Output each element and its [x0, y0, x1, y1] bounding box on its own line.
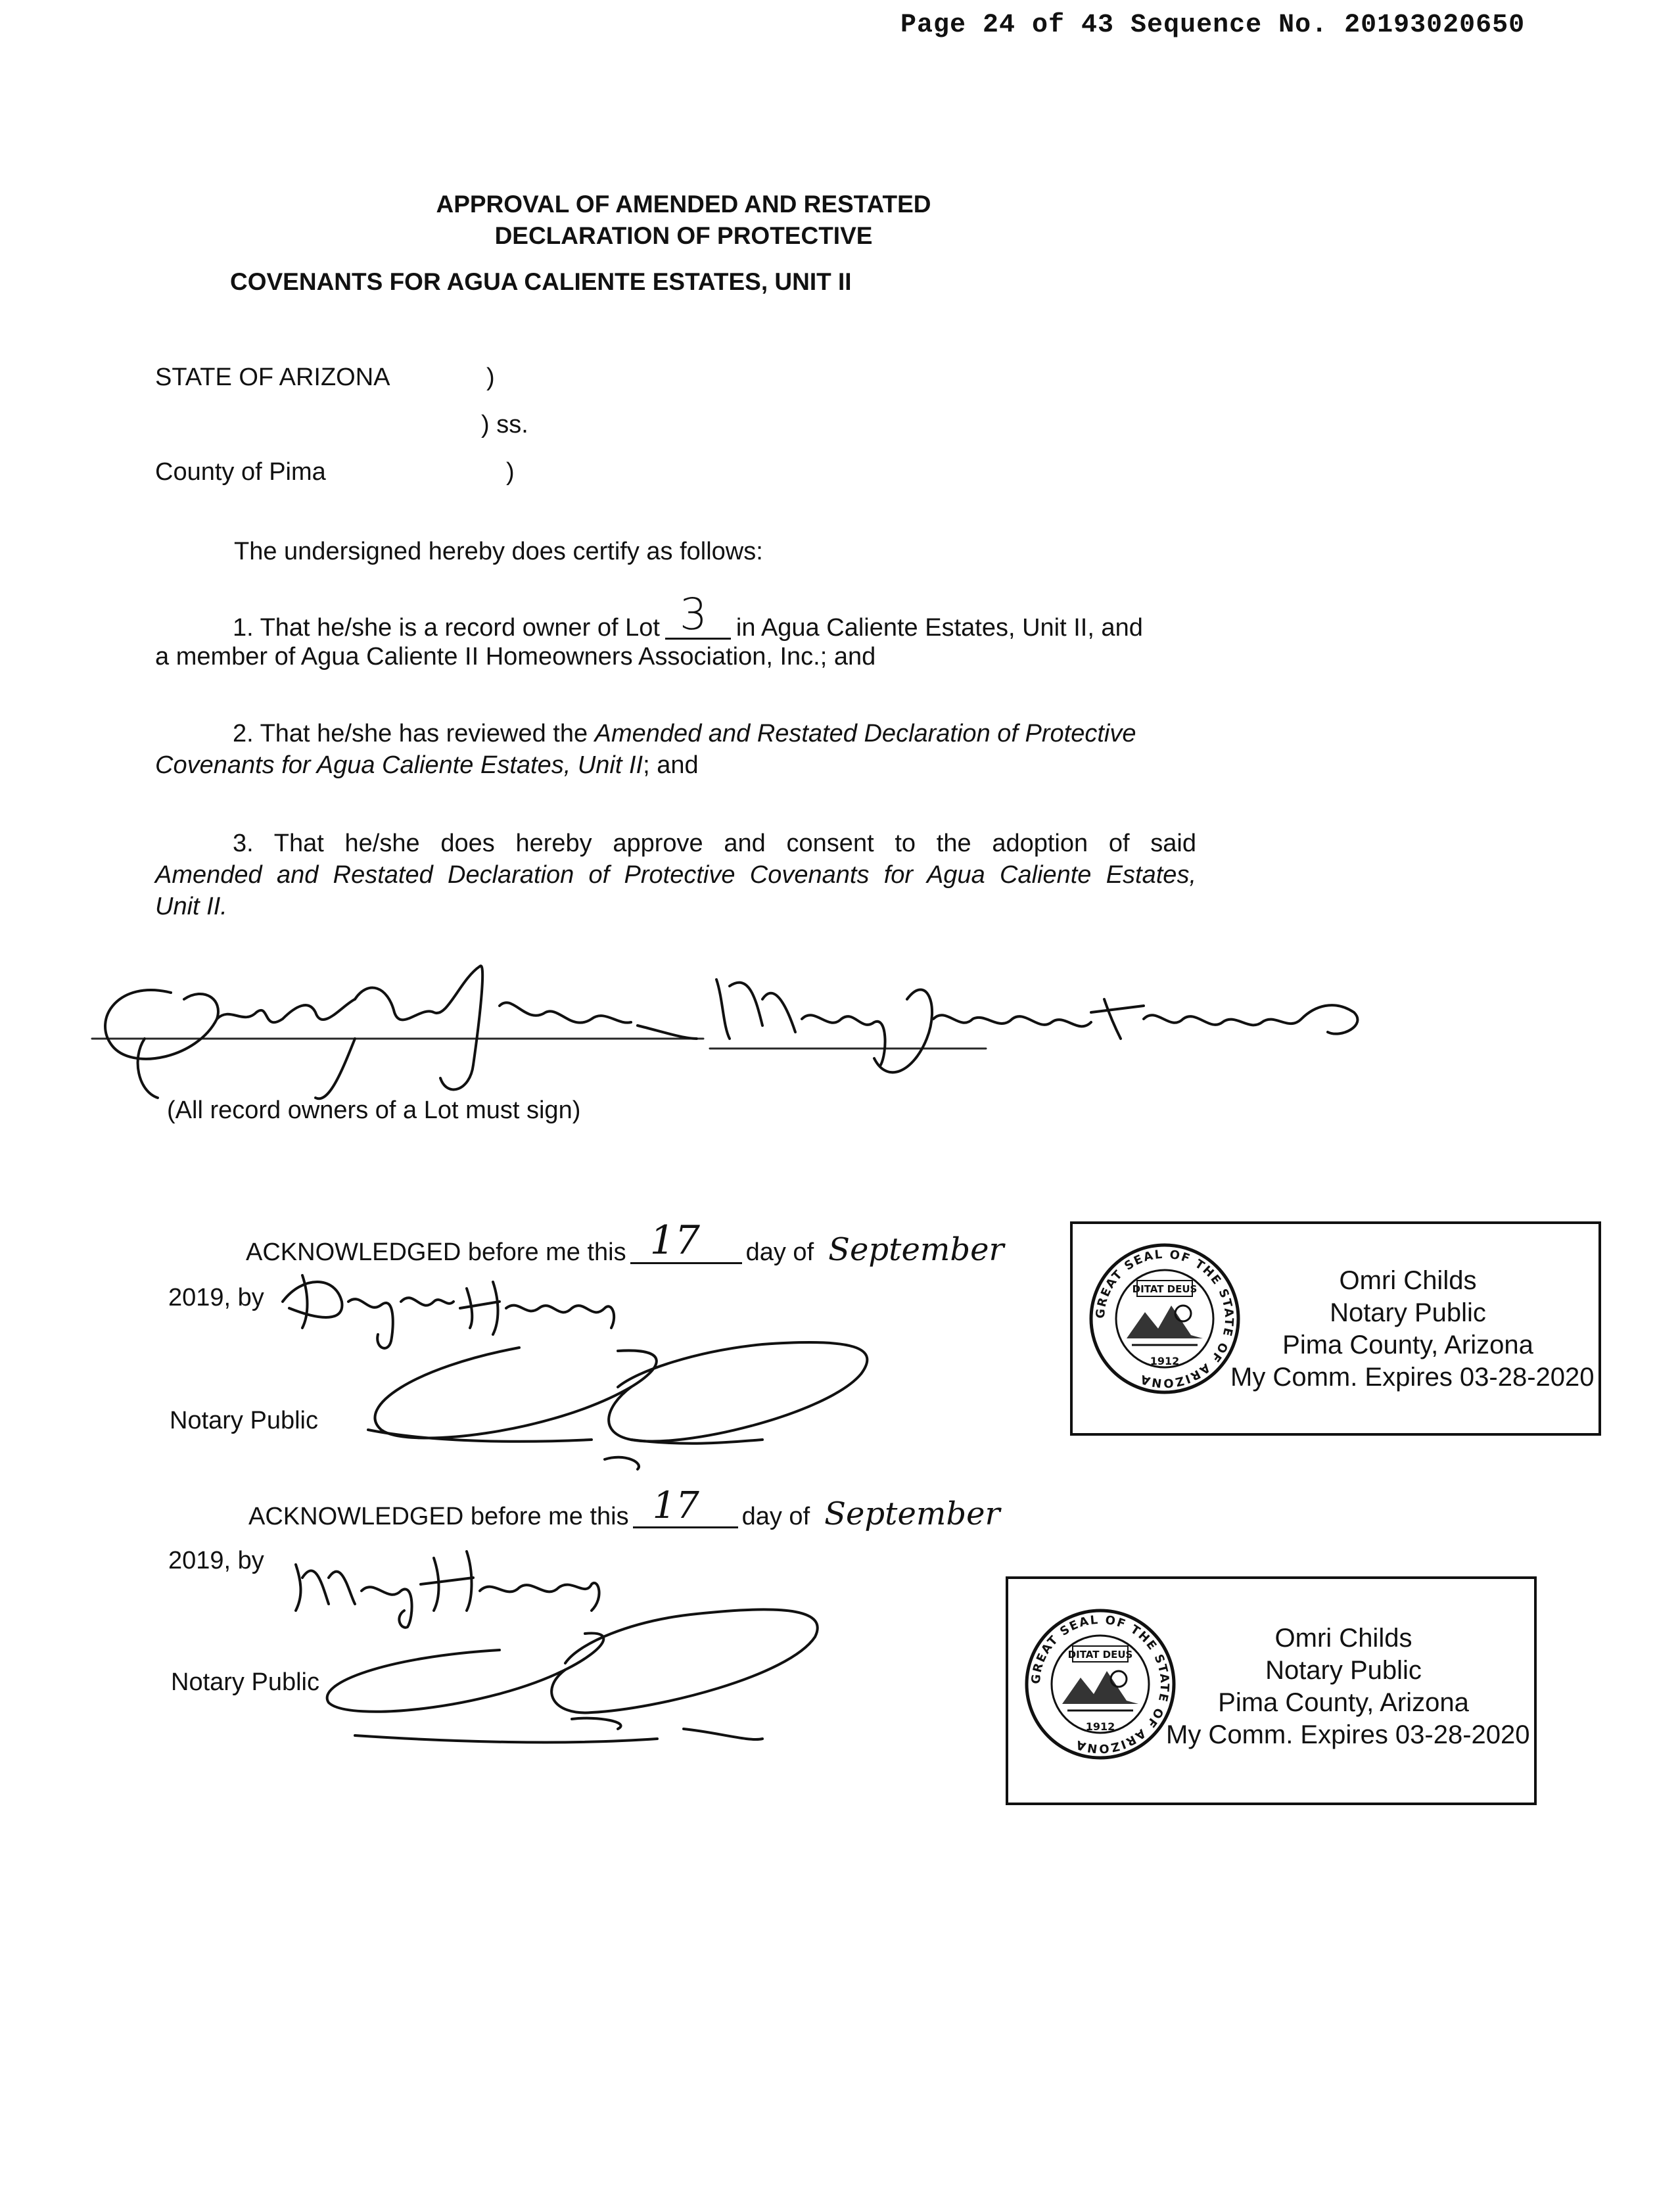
notary-stamp-2 [1006, 1576, 1537, 1805]
item-3-line-3: Unit II. [155, 893, 227, 920]
arizona-state-seal-icon [1021, 1605, 1179, 1763]
owner-signature-mary [710, 960, 1393, 1091]
ack-2-day-handwritten: 17 [652, 1484, 699, 1527]
seal-year: 1912 [1085, 1720, 1115, 1733]
stamp-2-county: Pima County, Arizona [1218, 1688, 1469, 1717]
ack-1-day-blank [630, 1217, 742, 1264]
stamp-2-text [1166, 1622, 1530, 1751]
venue-paren-close: ) [506, 458, 515, 486]
notary-stamp-1 [1070, 1221, 1601, 1436]
stamp-1-notary-title: Notary Public [1330, 1298, 1486, 1327]
page-sequence-header: Page 24 of 43 Sequence No. 20193020650 [900, 11, 1526, 40]
item-2-end: ; and [643, 751, 699, 779]
item-2-line-2 [155, 751, 699, 780]
seal-motto: DITAT DEUS [1067, 1649, 1133, 1661]
ack-1-lead: ACKNOWLEDGED before me this [246, 1238, 626, 1266]
certify-intro: The undersigned hereby does certify as follows: [234, 538, 763, 565]
lot-number-handwritten: 3 [679, 589, 707, 640]
item-1-line-2: a member of Agua Caliente II Homeowners Association, Inc.; and [155, 643, 876, 671]
stamp-1-text [1230, 1265, 1595, 1394]
ack-1-year-by: 2019, by [168, 1284, 264, 1311]
item-2-line-1 [233, 720, 1136, 748]
venue-ss: ) ss. [481, 411, 528, 438]
stamp-1-expires: My Comm. Expires 03-28-2020 [1230, 1363, 1595, 1392]
ack-2-day-blank [633, 1484, 738, 1528]
venue-state: STATE OF ARIZONA [155, 364, 390, 391]
stamp-2-notary-title: Notary Public [1265, 1656, 1422, 1685]
venue-county: County of Pima [155, 458, 326, 486]
stamp-1-notary-name: Omri Childs [1339, 1266, 1477, 1295]
owner-signature-douglas [92, 940, 697, 1111]
arizona-state-seal-icon [1086, 1240, 1244, 1398]
signatures-note: (All record owners of a Lot must sign) [167, 1096, 581, 1124]
seal-motto: DITAT DEUS [1132, 1283, 1198, 1295]
document-title-line-1: APPROVAL OF AMENDED AND RESTATED [436, 191, 931, 218]
stamp-2-expires: My Comm. Expires 03-28-2020 [1166, 1720, 1530, 1749]
document-title-line-2: DECLARATION OF PROTECTIVE [494, 222, 873, 249]
item-2-doc-title-part2: Covenants for Agua Caliente Estates, Unit II [155, 751, 643, 779]
ack-2-day-of: day of [741, 1503, 810, 1530]
item-1-line-1 [233, 589, 1143, 642]
ack-1-notary-label: Notary Public [170, 1407, 318, 1434]
ack-2-year-by: 2019, by [168, 1547, 264, 1574]
ack-1-notary-signature [355, 1315, 1052, 1473]
document-title-line-3: COVENANTS FOR AGUA CALIENTE ESTATES, UNIT II [230, 268, 852, 295]
ack-2-month-handwritten: September [824, 1496, 1000, 1532]
ack-1-day-of: day of [745, 1238, 814, 1266]
stamp-2-notary-name: Omri Childs [1274, 1624, 1412, 1653]
seal-ring-text: GREAT SEAL OF THE STATE OF ARIZONA [1029, 1613, 1172, 1756]
stamp-1-county: Pima County, Arizona [1282, 1331, 1533, 1359]
ack-2-lead: ACKNOWLEDGED before me this [248, 1503, 629, 1530]
lot-number-blank [665, 589, 731, 640]
item-3-line-1: 3. That he/she does hereby approve and consent to the adoption of said [233, 830, 1196, 857]
item-3-line-2: Amended and Restated Declaration of Protective Covenants for Agua Caliente Estates, [155, 861, 1196, 889]
item-1-before-lot: 1. That he/she is a record owner of Lot [233, 614, 660, 642]
item-1-after-lot: in Agua Caliente Estates, Unit II, and [735, 614, 1143, 642]
ack-2-notary-label: Notary Public [171, 1668, 319, 1696]
venue-paren-open: ) [486, 364, 495, 391]
seal-year: 1912 [1150, 1355, 1180, 1367]
ack-2-line-1 [248, 1484, 1000, 1532]
item-2-doc-title-part1: Amended and Restated Declaration of Protective [594, 720, 1136, 747]
ack-1-month-handwritten: September [828, 1231, 1004, 1268]
ack-2-notary-signature [289, 1578, 986, 1762]
item-2-number: 2. That he/she has reviewed the [233, 720, 595, 747]
seal-ring-text: GREAT SEAL OF THE STATE OF ARIZONA [1093, 1247, 1236, 1390]
ack-1-day-handwritten: 17 [649, 1217, 700, 1263]
